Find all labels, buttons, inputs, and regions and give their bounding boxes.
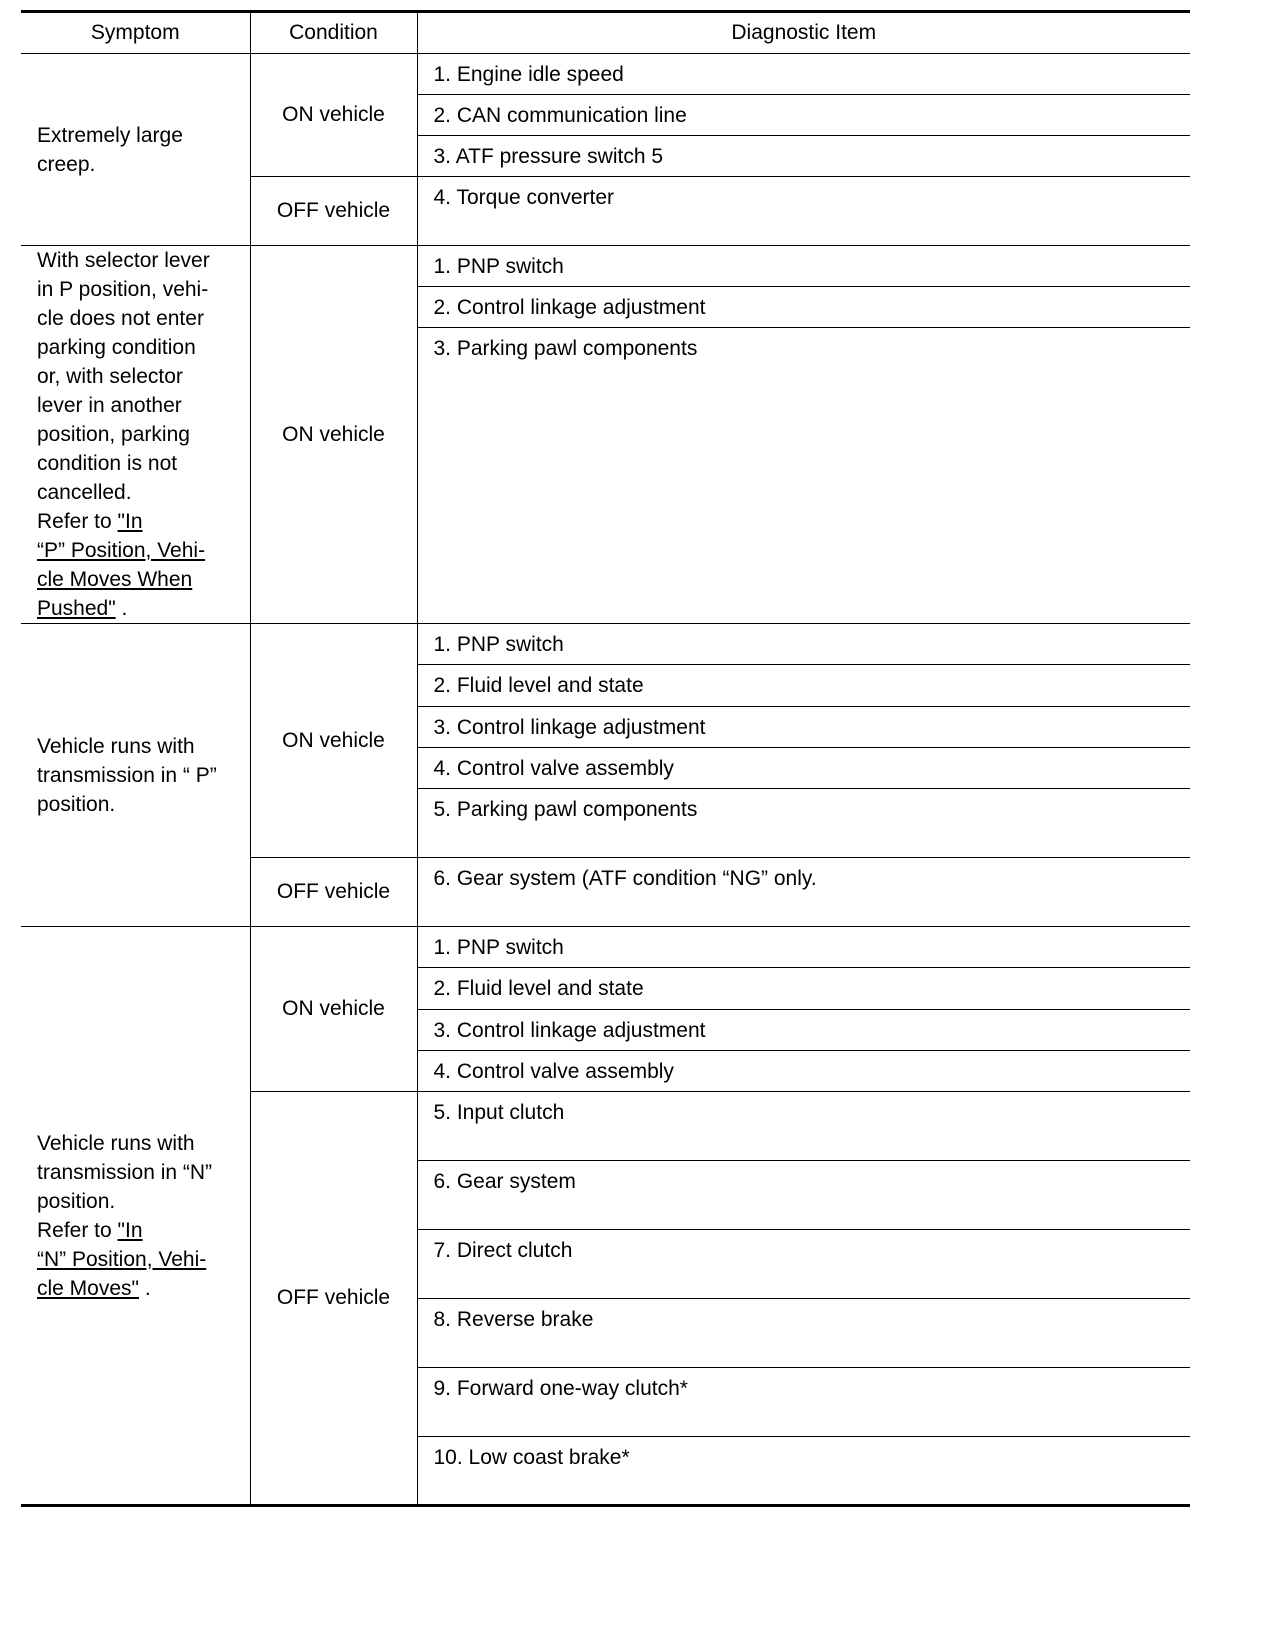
symptom-line: position. <box>37 792 116 816</box>
table-row <box>21 54 1190 95</box>
diagnostic-item: 4. Control valve assembly <box>417 748 1190 789</box>
diagnostic-item: 4. Control valve assembly <box>417 1051 1190 1092</box>
diagnostic-item: 3. Parking pawl components <box>417 328 1190 624</box>
symptom-line: transmission in “ P” <box>37 763 217 787</box>
symptom-cell <box>21 624 250 927</box>
refer-link[interactable]: "In <box>117 510 143 533</box>
refer-link[interactable]: Pushed" <box>37 597 116 620</box>
diagnostic-item: 5. Parking pawl components <box>417 789 1190 858</box>
diagnostic-item: 6. Gear system <box>417 1161 1190 1230</box>
symptom-line: With selector lever <box>37 249 210 272</box>
symptom-refer-line <box>37 1274 240 1303</box>
diagnostic-item: 3. Control linkage adjustment <box>417 707 1190 748</box>
symptom-refer-line <box>37 565 240 594</box>
diagnostic-item: 2. CAN communication line <box>417 95 1190 136</box>
refer-prefix: Refer to <box>37 510 118 533</box>
refer-suffix: . <box>139 1276 151 1300</box>
diagnostic-item: 5. Input clutch <box>417 1092 1190 1161</box>
refer-prefix: Refer to <box>37 1218 118 1242</box>
header-diagnostic-item: Diagnostic Item <box>417 12 1190 54</box>
diagnostic-item: 3. Control linkage adjustment <box>417 1010 1190 1051</box>
symptom-line: cancelled. <box>37 481 132 504</box>
diagnostic-item: 2. Fluid level and state <box>417 665 1190 707</box>
condition-cell: OFF vehicle <box>250 858 417 927</box>
symptom-line: in P position, vehi- <box>37 278 209 301</box>
diagnostic-item: 9. Forward one-way clutch* <box>417 1368 1190 1437</box>
symptom-line: Vehicle runs with <box>37 734 195 758</box>
refer-link[interactable]: “N” Position, Vehi- <box>37 1247 207 1271</box>
symptom-cell <box>21 54 250 246</box>
symptom-refer-line <box>37 1245 240 1274</box>
refer-link[interactable]: “P” Position, Vehi- <box>37 539 206 562</box>
table-row <box>21 624 1190 665</box>
diagnostic-item: 10. Low coast brake* <box>417 1437 1190 1506</box>
symptom-line: transmission in “N” <box>37 1160 213 1184</box>
symptom-line: lever in another <box>37 394 182 417</box>
diagnostic-item: 1. PNP switch <box>417 246 1190 287</box>
table-row <box>21 927 1190 968</box>
diagnostic-item: 1. PNP switch <box>417 624 1190 665</box>
symptom-line: position. <box>37 1189 116 1213</box>
symptom-line: condition is not <box>37 452 178 475</box>
condition-cell: OFF vehicle <box>250 177 417 246</box>
diagnostic-item: 7. Direct clutch <box>417 1230 1190 1299</box>
symptom-cell <box>21 246 250 624</box>
symptom-refer-line <box>37 507 240 536</box>
diagnostic-item: 2. Control linkage adjustment <box>417 287 1190 328</box>
condition-cell: ON vehicle <box>250 624 417 858</box>
diagnostic-item: 3. ATF pressure switch 5 <box>417 136 1190 177</box>
diagnostic-item: 1. Engine idle speed <box>417 54 1190 95</box>
symptom-refer-line <box>37 1216 240 1245</box>
table-row <box>21 246 1190 287</box>
table-body <box>21 54 1190 1506</box>
header-symptom: Symptom <box>21 12 250 54</box>
symptom-refer-line <box>37 594 240 623</box>
diagnostic-item: 2. Fluid level and state <box>417 968 1190 1010</box>
diagnostic-item: 8. Reverse brake <box>417 1299 1190 1368</box>
refer-link[interactable]: "In <box>117 1218 143 1242</box>
diagnosis-table <box>21 10 1190 1507</box>
condition-cell: ON vehicle <box>250 54 417 177</box>
symptom-line: Extremely large <box>37 123 183 147</box>
condition-cell: OFF vehicle <box>250 1092 417 1506</box>
symptom-line: cle does not enter <box>37 307 204 330</box>
header-condition: Condition <box>250 12 417 54</box>
symptom-line: creep. <box>37 152 96 176</box>
refer-link[interactable]: cle Moves" <box>37 1276 139 1300</box>
refer-suffix: . <box>115 597 128 620</box>
header-row <box>21 12 1190 54</box>
refer-link[interactable]: cle Moves When <box>37 568 193 591</box>
condition-cell: ON vehicle <box>250 246 417 624</box>
diagnostic-item: 4. Torque converter <box>417 177 1190 246</box>
symptom-cell <box>21 927 250 1506</box>
symptom-refer-line <box>37 536 240 565</box>
condition-cell: ON vehicle <box>250 927 417 1092</box>
diagnostic-item: 6. Gear system (ATF condition “NG” only. <box>417 858 1190 927</box>
symptom-line: position, parking <box>37 423 190 446</box>
symptom-line: or, with selector <box>37 365 183 388</box>
symptom-line: Vehicle runs with <box>37 1131 195 1155</box>
symptom-line: parking condition <box>37 336 196 359</box>
diagnostic-item: 1. PNP switch <box>417 927 1190 968</box>
